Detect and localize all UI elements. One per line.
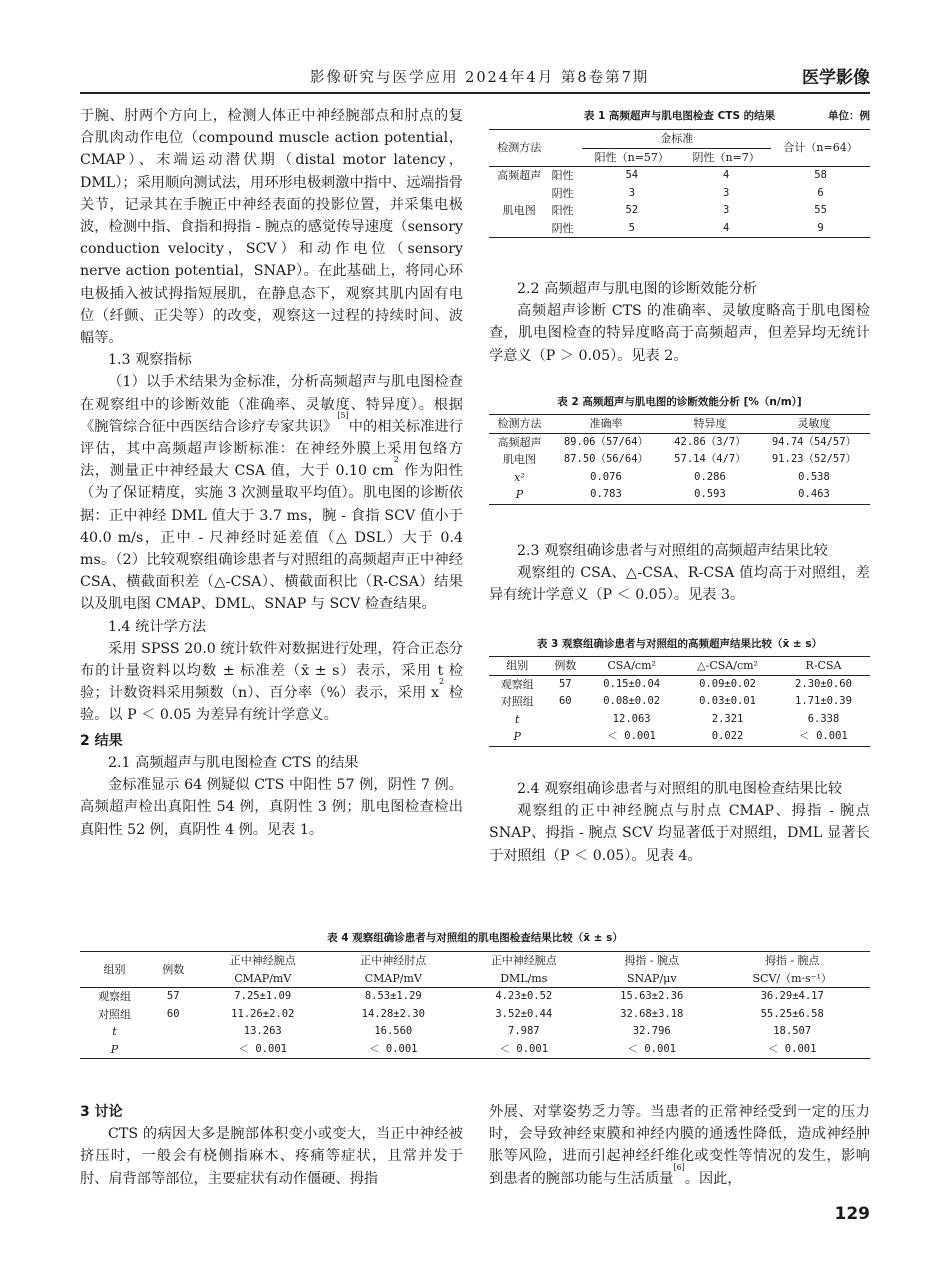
paragraph-indicators: （1）以手术结果为金标准，分析高频超声与肌电图检查在观察组中的诊断效能（准确率、灵敏度、特异度）。根据《腕管综合征中西医结合诊疗专家共识》[5]中的相关标准进行评估，其中高频超声诊断标准：在神经外膜上采用包络方法，测量正中神经最大 CSA 值，大于 0.10 $cm^2$ 作为阳性（为了保证精度，实施 3 次测量取平均值）。肌电图的诊断依据：正中神经 DML 值大于 3.7 ms，腕 - 食指 SCV 值小于 40.0 m/s，正中 - 尺神经时延差值（△ DSL）大于 0.4 ms。（2）比较观察组确诊患者与对照组的高频超声正中神经 CSA、横截面积差（△-CSA）、横截面积比（R-CSA）结果以及肌电图 CMAP、DML、SNAP 与 SCV 检查结果。 xyxy=(80,374,463,613)
left-column xyxy=(80,105,463,841)
table-row: P ＜ 0.001 0.022 ＜ 0.001 xyxy=(489,728,870,746)
table-2: 表 2 高频超声与肌电图的诊断效能分析 [%（n/m）] 检测方法 准确率 特异度 灵敏度 高频超声 89.06（57/64） 42.86（3/7） 94.74（54/57） 肌电图 87.50（56/64） 57.14（4/7） 91.23（52/57） x² 0.076 0.286 0.538 P 0.783 0.593 0.463 xyxy=(489,394,870,505)
table-row: 高频超声 89.06（57/64） 42.86（3/7） 94.74（54/57） xyxy=(497,435,857,449)
discussion-right xyxy=(489,1101,870,1190)
table-4-caption: 表 4 观察组确诊患者与对照组的肌电图检查结果比较（x̄ ± s） xyxy=(327,932,623,944)
table-2-caption: 表 2 高频超声与肌电图的诊断效能分析 [%（n/m）] xyxy=(557,396,802,408)
heading-2-4: 2.4 观察组确诊患者与对照组的肌电图检查结果比较 xyxy=(517,781,843,797)
discussion-left xyxy=(80,1101,463,1190)
table-4: 表 4 观察组确诊患者与对照组的肌电图检查结果比较（x̄ ± s） 组别 例数 正中神经腕点 正中神经肘点 正中神经腕点 拇指 - 腕点 拇指 - 腕点 CMAP/mV CMAP/mV DML/ms SNAP/μv SCV/（m·s⁻¹） 观察组 57 7.25±1.09 8.53±1.29 4.23±0.52 15.63±2.36 36.29±4.17 对照组 60 11.26±2.02 14.28±2.30 3.52±0.44 32.68±3.18 55.25±6.58 t 13.263 16.560 7.987 32.796 18.507 P ＜ 0.001 ＜ 0.001 ＜ 0.001 ＜ 0.001 ＜ 0.001 xyxy=(80,930,870,1059)
paragraph-2-4: 观察组的正中神经腕点与肘点 CMAP、拇指 - 腕点 SNAP、拇指 - 腕点 SCV 均显著低于对照组，DML 显著长于对照组（P ＜ 0.05）。见表 4。 xyxy=(489,803,870,864)
table-row: 观察组 57 7.25±1.09 8.53±1.29 4.23±0.52 15.63±2.36 36.29±4.17 xyxy=(98,990,824,1003)
table-1: 表 1 高频超声与肌电图检查 CTS 的结果 单位：例 检测方法 金标准 合计（n=64） 阳性（n=57） 阴性（n=7） 高频超声 阳性 54 4 58 阴性 3 3 6 肌电图 阳性 52 3 55 阴性 5 4 9 xyxy=(489,108,870,238)
table-row: 高频超声 阳性 54 4 58 xyxy=(497,169,827,182)
table-row: P 0.783 0.593 0.463 xyxy=(489,486,870,504)
heading-2-1: 2.1 高频超声与肌电图检查 CTS 的结果 xyxy=(108,754,359,771)
section-2-4 xyxy=(489,778,870,867)
heading-2-3: 2.3 观察组确诊患者与对照组的高频超声结果比较 xyxy=(517,543,828,559)
table-1-unit: 单位：例 xyxy=(828,110,870,122)
page-number: 129 xyxy=(834,1204,870,1224)
table-row: P ＜ 0.001 ＜ 0.001 ＜ 0.001 ＜ 0.001 ＜ 0.001 xyxy=(80,1041,870,1059)
heading-3: 3 讨论 xyxy=(80,1104,123,1120)
heading-2: 2 结果 xyxy=(80,732,123,749)
heading-1-3: 1.3 观察指标 xyxy=(108,352,192,369)
table-row: t 12.063 2.321 6.338 xyxy=(515,712,840,726)
paragraph-2-2: 高频超声诊断 CTS 的准确率、灵敏度略高于肌电图检查，肌电图检查的特异度略高于高频超声，但差异均无统计学意义（P ＞ 0.05）。见表 2。 xyxy=(489,303,870,364)
paragraph-results-2-1: 金标准显示 64 例疑似 CTS 中阳性 57 例，阴性 7 例。高频超声检出真阳性 54 例，真阴性 3 例；肌电图检查检出真阳性 52 例，真阴性 4 例。见表 1。 xyxy=(80,777,463,838)
table-row: 阴性 3 3 6 xyxy=(551,186,824,200)
paragraph-methods: 于腕、肘两个方向上，检测人体正中神经腕部点和肘点的复合肌肉动作电位（compound muscle action potential，CMAP）、末端运动潜伏期（distal motor latency，DML）；采用顺向测试法，用环形电极刺激中指中、远端指骨关节，记录其在手腕正中神经表面的投影位置，并采集电极波，检测中指、食指和拇指 - 腕点的感觉传导速度（sensory conduction velocity，SCV）和动作电位（sensory nerve action potential，SNAP）。在此基础上，将同心环电极插入被试拇指短展肌，在静息态下，观察其肌内固有电位（纤颤、正尖等）的改变，观察这一过程的持续时间、波幅等。 xyxy=(80,108,463,347)
table-row: 观察组 57 0.15±0.04 0.09±0.02 2.30±0.60 xyxy=(500,677,852,691)
citation-6: [6] xyxy=(673,1162,685,1172)
section-2-3 xyxy=(489,540,870,607)
citation-5: [5] xyxy=(337,410,349,420)
table-1-caption: 表 1 高频超声与肌电图检查 CTS 的结果 单位：例 xyxy=(583,110,870,122)
table-row: t 13.263 16.560 7.987 32.796 18.507 xyxy=(112,1025,812,1038)
paragraph-discussion-left: CTS 的病因大多是腕部体积变小或变大，当正中神经被挤压时，一般会有桡侧指麻木、疼痛等症状，且常并发于肘、肩背部等部位，主要症状有动作僵硬、拇指 xyxy=(80,1126,463,1187)
table-row: 肌电图 87.50（56/64） 57.14（4/7） 91.23（52/57） xyxy=(502,453,857,466)
table-row: 阴性 5 4 9 xyxy=(489,220,870,238)
section-title: 医学影像 xyxy=(802,68,870,88)
table-3: 表 3 观察组确诊患者与对照组的高频超声结果比较（x̄ ± s） 组别 例数 CSA/cm² △-CSA/cm² R-CSA 观察组 57 0.15±0.04 0.09±0.02 2.30±0.60 对照组 60 0.08±0.02 0.03±0.01 1.71±0.39 t 12.063 2.321 6.338 P ＜ 0.001 0.022 ＜ 0.001 xyxy=(489,636,870,747)
paragraph-discussion-right: 外展、对掌姿势乏力等。当患者的正常神经受到一定的压力时，会导致神经束膜和神经内膜的通透性降低，造成神经肿胀等风险，进而引起神经纤维化或变性等情况的发生，影响到患者的腕部功能与生活质量[6]。因此， xyxy=(489,1104,870,1187)
table-3-caption: 表 3 观察组确诊患者与对照组的高频超声结果比较（x̄ ± s） xyxy=(536,638,823,650)
paragraph-stats: 采用 SPSS 20.0 统计软件对数据进行处理，符合正态分布的计量资料以均数 ± 标准差（x̄ ± s）表示，采用 t 检验；计数资料采用频数（n）、百分率（%）表示，采用 $x^2$ 检验。以 P ＜ 0.05 为差异有统计学意义。 xyxy=(80,640,464,724)
running-header xyxy=(80,62,870,94)
table-row: 对照组 60 11.26±2.02 14.28±2.30 3.52±0.44 32.68±3.18 55.25±6.58 xyxy=(98,1007,824,1021)
table-row: 肌电图 阳性 52 3 55 xyxy=(502,204,827,217)
table-row: x² 0.076 0.286 0.538 xyxy=(514,470,830,484)
heading-1-4: 1.4 统计学方法 xyxy=(108,618,207,635)
paragraph-2-3: 观察组的 CSA、△-CSA、R-CSA 值均高于对照组，差异有统计学意义（P ＜ 0.05）。见表 3。 xyxy=(489,565,870,604)
section-2-2 xyxy=(489,278,870,367)
journal-issue: 影像研究与医学应用 2024年4月 第8卷第7期 xyxy=(310,70,650,86)
table-row: 对照组 60 0.08±0.02 0.03±0.01 1.71±0.39 xyxy=(500,695,852,708)
heading-2-2: 2.2 高频超声与肌电图的诊断效能分析 xyxy=(517,281,757,297)
